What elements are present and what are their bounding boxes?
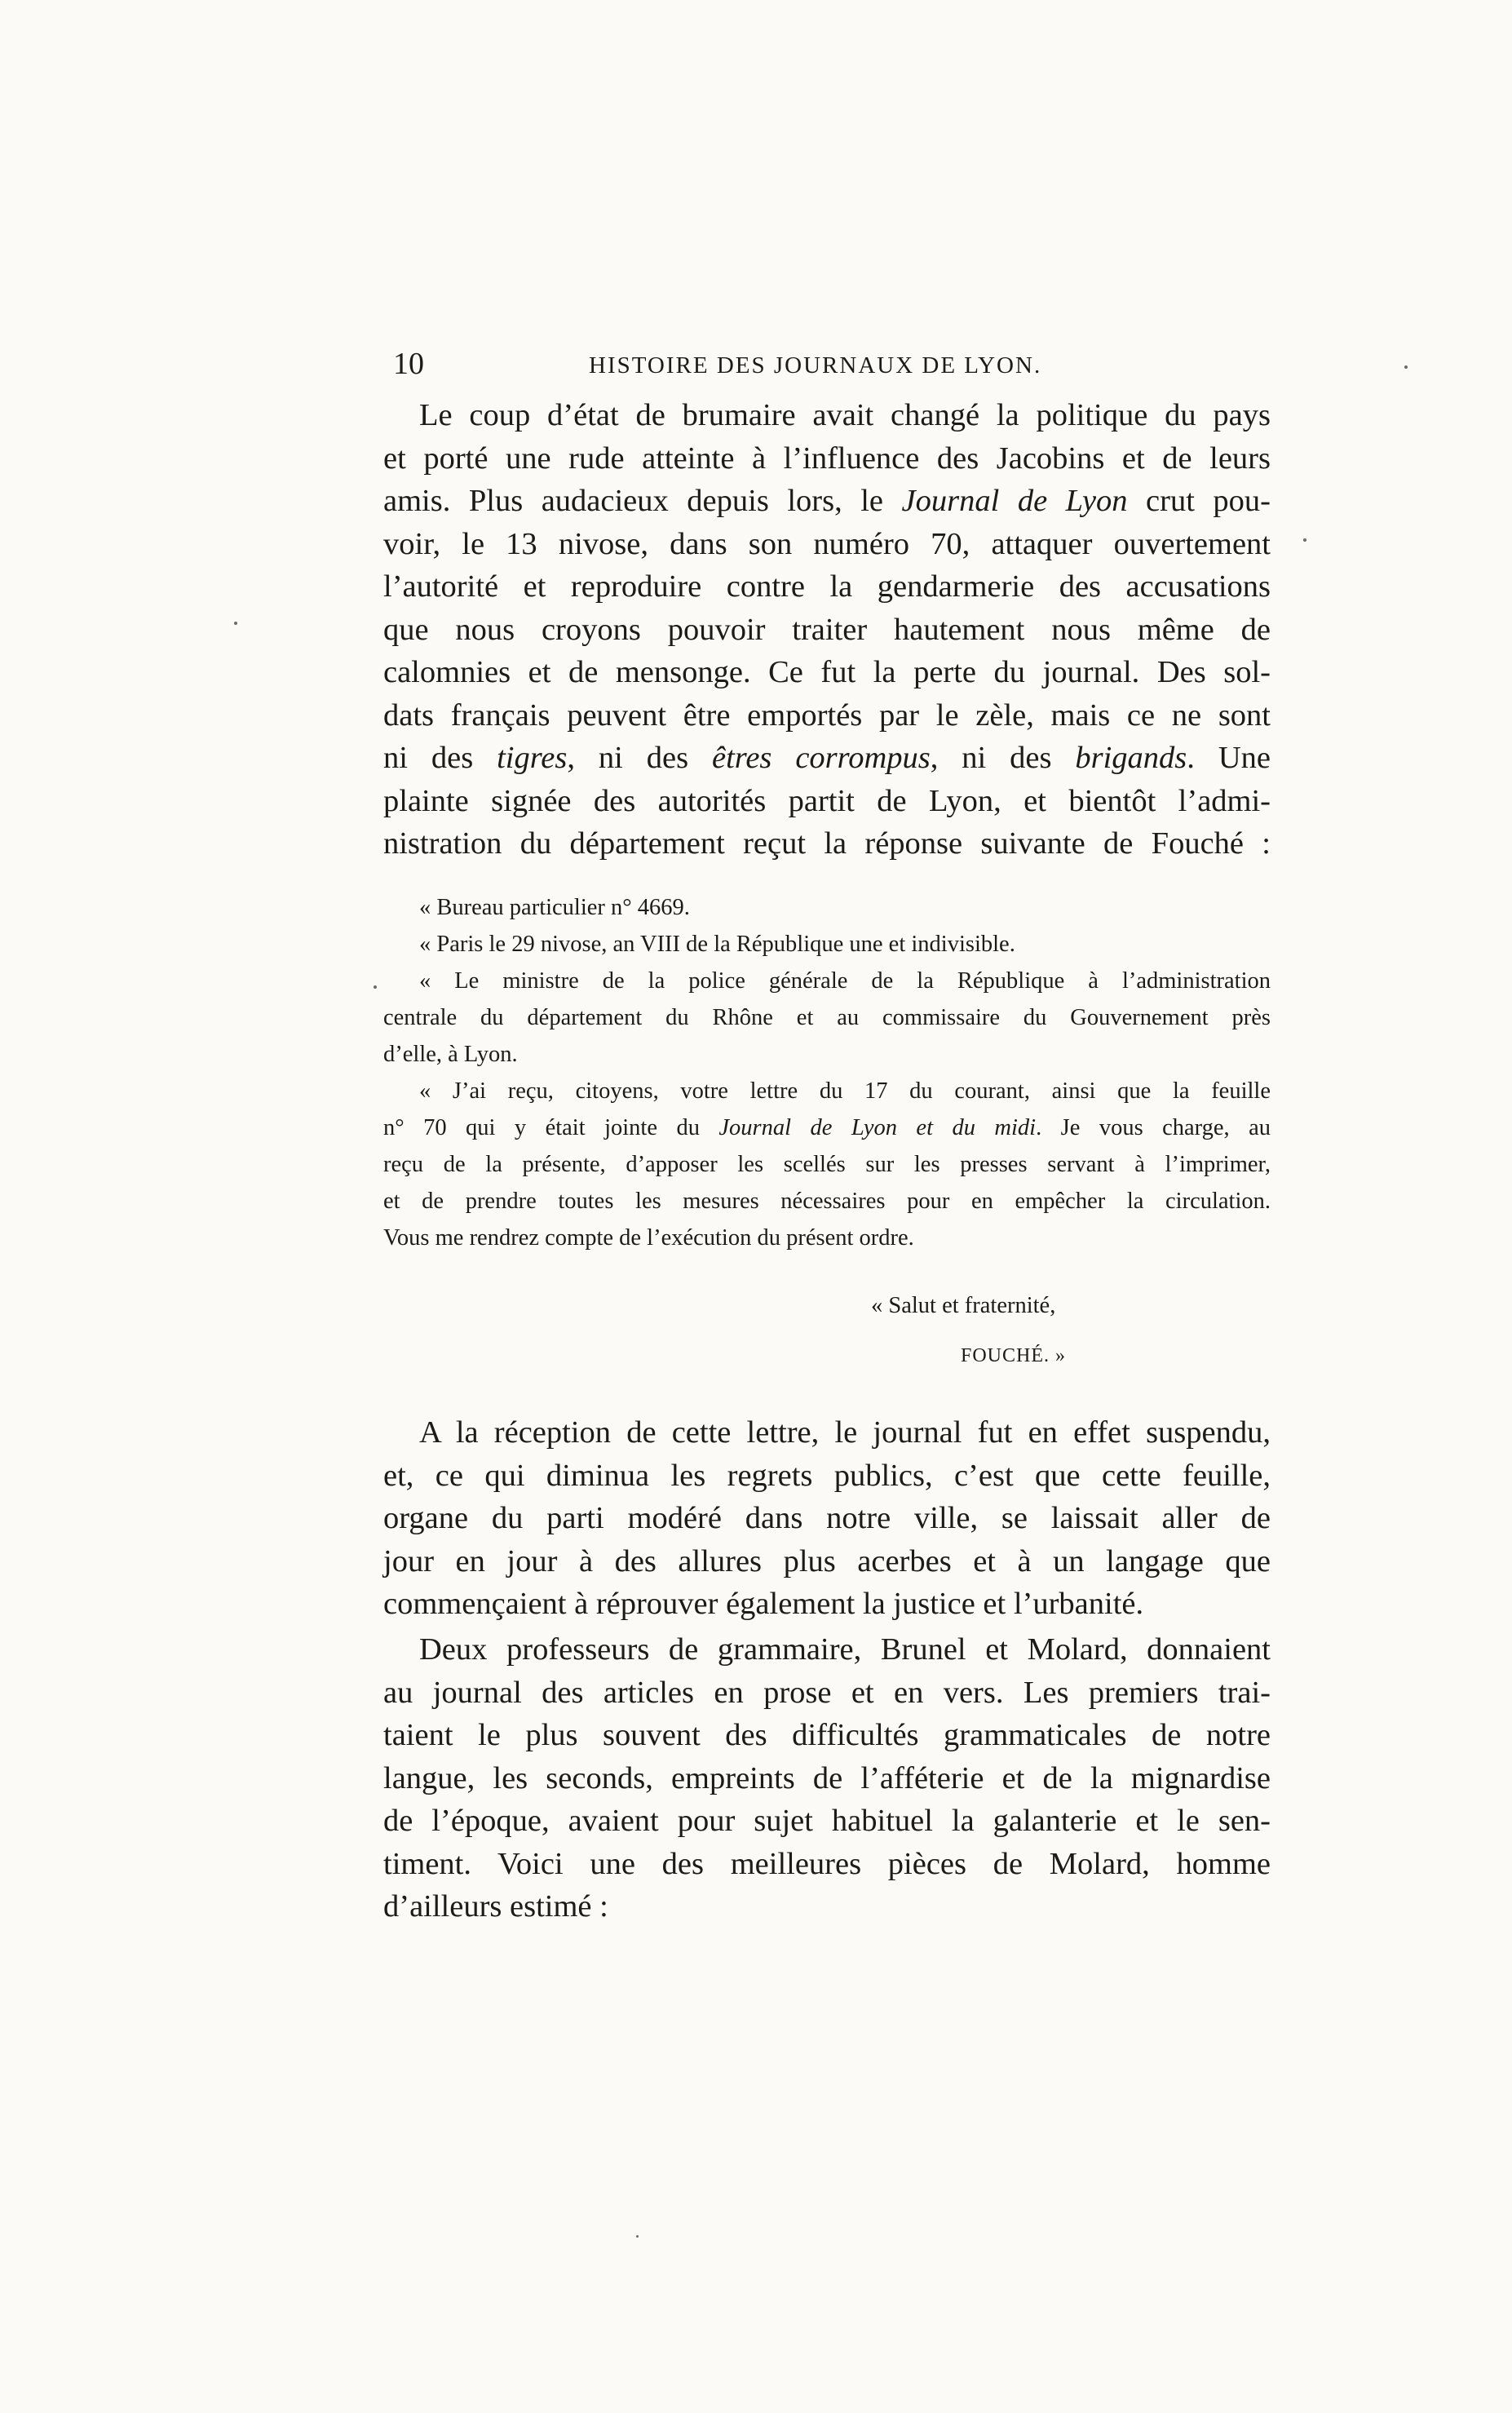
letter-closing: « Salut et fraternité, (871, 1293, 1056, 1318)
text-line: jour en jour à des allures plus acerbes et à un langage que (383, 1543, 1271, 1578)
text-run: ni des (383, 741, 497, 775)
text-line: dats français peuvent être emportés par le zèle, mais ce ne sont (383, 697, 1271, 733)
paragraph-professeurs (383, 1628, 1271, 1928)
paragraph-reception (383, 1411, 1271, 1626)
ink-speck (1404, 365, 1408, 369)
letter-body-line: « J’ai reçu, citoyens, votre lettre du 17 du courant, ainsi que la feuille (419, 1078, 1271, 1104)
text-line: et, ce qui diminua les regrets publics, c’est que cette feuille, (383, 1458, 1271, 1493)
page-number: 10 (393, 347, 424, 381)
text-line: nistration du département reçut la réponse suivante de Fouché : (383, 826, 1271, 861)
text-run: , ni des (567, 741, 712, 775)
text-line: Le coup d’état de brumaire avait changé la politique du pays (419, 398, 1271, 432)
text-run: . Une (1187, 741, 1271, 775)
text-line: timent. Voici une des meilleures pièces de Molard, homme (383, 1846, 1271, 1881)
letter-signature: FOUCHÉ. » (961, 1345, 1067, 1366)
text-run: amis. Plus audacieux depuis lors, le (383, 484, 902, 518)
text-line: langue, les seconds, empreints de l’afféterie et de la mignardise (383, 1760, 1271, 1795)
fouche-letter (383, 889, 1271, 1256)
running-title: HISTOIRE DES JOURNAUX DE LYON. (589, 352, 1042, 379)
text-run: , ni des (930, 741, 1076, 775)
text-line: voir, le 13 nivose, dans son numéro 70, attaquer ouvertement (383, 526, 1271, 561)
text-line: que nous croyons pouvoir traiter hautement nous même de (383, 612, 1271, 647)
text-line: commençaient à réprouver également la justice et l’urbanité. (383, 1587, 1144, 1621)
letter-address-line: « Le ministre de la police générale de la République à l’administration (419, 968, 1271, 994)
letter-address-line: centrale du département du Rhône et au commissaire du Gouvernement près (383, 1005, 1271, 1030)
text-line: calomnies et de mensonge. Ce fut la perte du journal. Des sol- (383, 655, 1271, 689)
letter-body-line: Vous me rendrez compte de l’exécution du présent ordre. (383, 1225, 914, 1251)
text-line: l’autorité et reproduire contre la gendarmerie des accusations (383, 569, 1271, 604)
text-run: . Je vous charge, au (1036, 1115, 1271, 1140)
text-line: taient le plus souvent des difficultés grammaticales de notre (383, 1718, 1271, 1752)
ink-speck (374, 985, 377, 989)
letter-body-line: et de prendre toutes les mesures nécessaires pour en empêcher la circulation. (383, 1189, 1271, 1214)
journal-title-italic: Journal de Lyon et du midi (718, 1115, 1037, 1140)
text-line (383, 737, 1271, 780)
italic-term: êtres corrompus (712, 741, 931, 775)
text-line: A la réception de cette lettre, le journal fut en effet suspendu, (419, 1415, 1271, 1450)
ink-speck (234, 622, 237, 625)
text-run: crut pou- (1127, 484, 1271, 518)
text-line: d’ailleurs estimé : (383, 1889, 608, 1924)
text-line: au journal des articles en prose et en vers. Les premiers trai- (383, 1675, 1271, 1710)
text-line: organe du parti modéré dans notre ville, se laissait aller de (383, 1501, 1271, 1535)
page-header (393, 345, 1413, 383)
paragraph-brumaire (383, 394, 1271, 866)
ink-speck (1303, 538, 1306, 542)
text-line (383, 480, 1271, 523)
text-run: n° 70 qui y était jointe du (383, 1115, 719, 1140)
text-line: plainte signée des autorités partit de Lyon, et bientôt l’admi- (383, 783, 1271, 818)
text-line: de l’époque, avaient pour sujet habituel la galanterie et le sen- (383, 1804, 1271, 1838)
text-line: Deux professeurs de grammaire, Brunel et Molard, donnaient (419, 1632, 1271, 1667)
ink-speck (636, 2235, 639, 2238)
letter-body-line: reçu de la présente, d’apposer les scellés sur les presses servant à l’imprimer, (383, 1152, 1271, 1177)
letter-date: « Paris le 29 nivose, an VIII de la République une et indivisible. (419, 932, 1015, 957)
italic-term: brigands (1075, 741, 1187, 775)
journal-title-italic: Journal de Lyon (901, 484, 1128, 518)
letter-body-line (383, 1109, 1271, 1146)
text-line: et porté une rude atteinte à l’influence des Jacobins et de leurs (383, 441, 1271, 476)
italic-term: tigres (497, 741, 568, 775)
letter-reference: « Bureau particulier n° 4669. (419, 895, 690, 920)
letter-address-line: d’elle, à Lyon. (383, 1042, 518, 1067)
